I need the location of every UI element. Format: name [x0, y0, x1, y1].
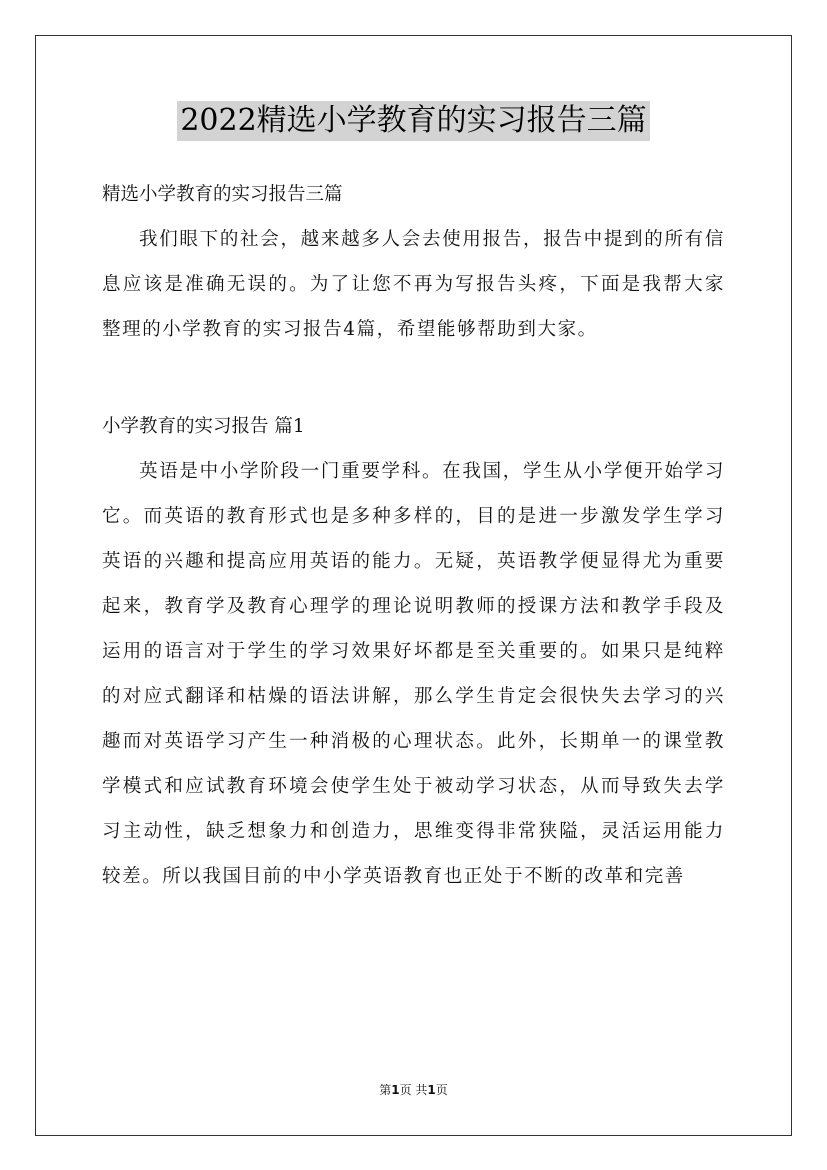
title-container	[0, 101, 827, 141]
document-title: 2022精选小学教育的实习报告三篇	[177, 101, 649, 141]
footer-page-total: 1	[427, 1083, 436, 1097]
footer-page-number: 1	[391, 1083, 400, 1097]
footer-prefix: 第	[379, 1083, 392, 1097]
document-body	[102, 172, 725, 899]
document-subtitle: 精选小学教育的实习报告三篇	[102, 184, 343, 205]
intro-paragraph: 我们眼下的社会，越来越多人会去使用报告，报告中提到的所有信息应该是准确无误的。为了让您不再为写报告头疼，下面是我帮大家整理的小学教育的实习报告4篇，希望能够帮助到大家。	[102, 229, 725, 340]
paragraph-spacer	[102, 352, 725, 404]
section-paragraph: 英语是中小学阶段一门重要学科。在我国，学生从小学便开始学习它。而英语的教育形式也是多种多样的，目的是进一步激发学生学习英语的兴趣和提高应用英语的能力。无疑，英语教学便显得尤为重要起来，教育学及教育心理学的理论说明教师的授课方法和教学手段及运用的语言对于学生的学习效果好坏都是至关重要的。如果只是纯粹的对应式翻译和枯燥的语法讲解，那么学生肯定会很快失去学习的兴趣而对英语学习产生一种消极的心理状态。此外，长期单一的课堂教学模式和应试教育环境会使学生处于被动学习状态，从而导致失去学习主动性，缺乏想象力和创造力，思维变得非常狭隘，灵活运用能力较差。所以我国目前的中小学英语教育也正处于不断的改革和完善	[102, 461, 725, 887]
section-heading: 小学教育的实习报告 篇1	[102, 416, 305, 437]
page-footer	[0, 1082, 827, 1098]
footer-middle: 页 共	[399, 1083, 428, 1097]
footer-suffix: 页	[435, 1083, 448, 1097]
